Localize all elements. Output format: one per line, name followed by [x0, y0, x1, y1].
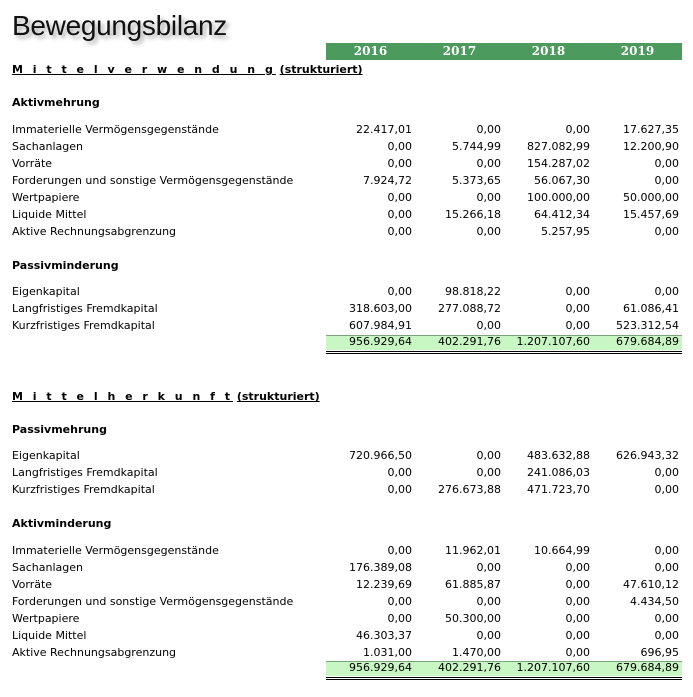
cell-value: 15.457,69 [623, 208, 679, 221]
total-value: 679.684,89 [616, 661, 679, 674]
cell-value: 696,95 [640, 646, 679, 659]
cell-value: 1.031,00 [363, 646, 412, 659]
cell-value: 4.434,50 [630, 595, 679, 608]
row-label: Sachanlagen [12, 140, 83, 153]
cell-value: 100.000,00 [527, 191, 590, 204]
page-title: Bewegungsbilanz [12, 10, 227, 41]
cell-value: 0,00 [387, 285, 412, 298]
table-row [12, 611, 682, 627]
cell-value: 0,00 [387, 208, 412, 221]
cell-value: 22.417,01 [356, 123, 412, 136]
cell-value: 0,00 [387, 466, 412, 479]
cell-value: 0,00 [565, 612, 590, 625]
cell-value: 483.632,88 [527, 449, 590, 462]
section-subheading: (strukturiert) [279, 63, 363, 76]
year-2017: 2017 [442, 44, 477, 58]
cell-value: 827.082,99 [527, 140, 590, 153]
cell-value: 0,00 [565, 561, 590, 574]
table-row [12, 645, 682, 661]
cell-value: 0,00 [654, 225, 679, 238]
cell-value: 0,00 [565, 629, 590, 642]
row-label: Aktive Rechnungsabgrenzung [12, 225, 177, 238]
section-mittelherkunft [12, 390, 320, 403]
cell-value: 241.086,03 [527, 466, 590, 479]
cell-value: 0,00 [387, 544, 412, 557]
cell-value: 0,00 [476, 595, 501, 608]
row-label: Eigenkapital [12, 285, 80, 298]
cell-value: 720.966,50 [349, 449, 412, 462]
group-aktivminderung: Aktivminderung [12, 517, 112, 530]
cell-value: 0,00 [476, 629, 501, 642]
row-label: Forderungen und sonstige Vermögensgegenstände [12, 174, 294, 187]
cell-value: 50.300,00 [445, 612, 501, 625]
cell-value: 0,00 [476, 225, 501, 238]
cell-value: 626.943,32 [616, 449, 679, 462]
cell-value: 5.373,65 [452, 174, 501, 187]
cell-value: 0,00 [387, 140, 412, 153]
cell-value: 5.744,99 [452, 140, 501, 153]
row-label: Langfristiges Fremdkapital [12, 302, 158, 315]
cell-value: 277.088,72 [438, 302, 501, 315]
row-label: Sachanlagen [12, 561, 83, 574]
cell-value: 56.067,30 [534, 174, 590, 187]
row-label: Liquide Mittel [12, 629, 87, 642]
table-row [12, 482, 682, 498]
row-label: Vorräte [12, 157, 53, 170]
table-row [12, 560, 682, 576]
row-label: Immaterielle Vermögensgegenstände [12, 123, 219, 136]
section-heading: M i t t e l h e r k u n f t [12, 390, 233, 403]
cell-value: 12.200,90 [623, 140, 679, 153]
cell-value: 0,00 [654, 157, 679, 170]
group-aktivmehrung: Aktivmehrung [12, 96, 100, 109]
row-label: Aktive Rechnungsabgrenzung [12, 646, 177, 659]
cell-value: 0,00 [565, 578, 590, 591]
total-value: 402.291,76 [438, 661, 501, 674]
row-label: Liquide Mittel [12, 208, 87, 221]
table-row [12, 139, 682, 155]
cell-value: 0,00 [387, 612, 412, 625]
row-label: Langfristiges Fremdkapital [12, 466, 158, 479]
cell-value: 5.257,95 [541, 225, 590, 238]
cell-value: 176.389,08 [349, 561, 412, 574]
cell-value: 0,00 [476, 157, 501, 170]
cell-value: 0,00 [565, 319, 590, 332]
table-row [12, 173, 682, 189]
cell-value: 471.723,70 [527, 483, 590, 496]
table-row [12, 318, 682, 334]
year-2018: 2018 [531, 44, 566, 58]
cell-value: 154.287,02 [527, 157, 590, 170]
table-row [12, 156, 682, 172]
cell-value: 98.818,22 [445, 285, 501, 298]
section-heading: M i t t e l v e r w e n d u n g [12, 63, 276, 76]
cell-value: 10.664,99 [534, 544, 590, 557]
cell-value: 61.086,41 [623, 302, 679, 315]
row-label: Forderungen und sonstige Vermögensgegenstände [12, 595, 294, 608]
table-row [12, 577, 682, 593]
group-passivminderung: Passivminderung [12, 259, 119, 272]
cell-value: 0,00 [476, 561, 501, 574]
total-value: 1.207.107,60 [516, 661, 590, 674]
group-passivmehrung: Passivmehrung [12, 423, 107, 436]
table-row [12, 465, 682, 481]
cell-value: 1.470,00 [452, 646, 501, 659]
table-row [12, 448, 682, 464]
total-value: 1.207.107,60 [516, 335, 590, 348]
total-value: 956.929,64 [349, 661, 412, 674]
total-row-herkunft [12, 661, 682, 675]
cell-value: 0,00 [476, 449, 501, 462]
table-row [12, 190, 682, 206]
cell-value: 607.984,91 [349, 319, 412, 332]
section-mittelverwendung [12, 63, 363, 76]
cell-value: 0,00 [654, 483, 679, 496]
cell-value: 61.885,87 [445, 578, 501, 591]
section-subheading: (strukturiert) [236, 390, 320, 403]
row-label: Immaterielle Vermögensgegenstände [12, 544, 219, 557]
cell-value: 0,00 [565, 302, 590, 315]
cell-value: 12.239,69 [356, 578, 412, 591]
row-label: Vorräte [12, 578, 53, 591]
cell-value: 0,00 [476, 123, 501, 136]
year-2019: 2019 [620, 44, 655, 58]
cell-value: 47.610,12 [623, 578, 679, 591]
cell-value: 0,00 [654, 544, 679, 557]
cell-value: 0,00 [476, 319, 501, 332]
cell-value: 0,00 [565, 595, 590, 608]
total-row-verwendung [12, 335, 682, 349]
total-value: 402.291,76 [438, 335, 501, 348]
cell-value: 11.962,01 [445, 544, 501, 557]
total-value: 679.684,89 [616, 335, 679, 348]
cell-value: 0,00 [654, 174, 679, 187]
year-header [326, 43, 682, 60]
cell-value: 276.673,88 [438, 483, 501, 496]
cell-value: 17.627,35 [623, 123, 679, 136]
cell-value: 0,00 [387, 191, 412, 204]
row-label: Kurzfristiges Fremdkapital [12, 319, 155, 332]
cell-value: 0,00 [565, 123, 590, 136]
cell-value: 0,00 [654, 612, 679, 625]
cell-value: 0,00 [476, 466, 501, 479]
cell-value: 7.924,72 [363, 174, 412, 187]
row-label: Wertpapiere [12, 191, 80, 204]
cell-value: 0,00 [387, 157, 412, 170]
table-row [12, 543, 682, 559]
year-2016: 2016 [353, 44, 388, 58]
cell-value: 0,00 [654, 285, 679, 298]
cell-value: 0,00 [654, 466, 679, 479]
cell-value: 0,00 [565, 646, 590, 659]
cell-value: 523.312,54 [616, 319, 679, 332]
total-value: 956.929,64 [349, 335, 412, 348]
table-row [12, 122, 682, 138]
table-row [12, 224, 682, 240]
cell-value: 64.412,34 [534, 208, 590, 221]
table-row [12, 594, 682, 610]
cell-value: 0,00 [387, 225, 412, 238]
cell-value: 46.303,37 [356, 629, 412, 642]
cell-value: 0,00 [476, 191, 501, 204]
cell-value: 0,00 [387, 595, 412, 608]
row-label: Eigenkapital [12, 449, 80, 462]
cell-value: 15.266,18 [445, 208, 501, 221]
table-row [12, 628, 682, 644]
table-row [12, 207, 682, 223]
row-label: Kurzfristiges Fremdkapital [12, 483, 155, 496]
cell-value: 0,00 [654, 629, 679, 642]
cell-value: 0,00 [387, 483, 412, 496]
cell-value: 318.603,00 [349, 302, 412, 315]
cell-value: 50.000,00 [623, 191, 679, 204]
row-label: Wertpapiere [12, 612, 80, 625]
cell-value: 0,00 [654, 561, 679, 574]
table-row [12, 301, 682, 317]
table-row [12, 284, 682, 300]
cell-value: 0,00 [565, 285, 590, 298]
